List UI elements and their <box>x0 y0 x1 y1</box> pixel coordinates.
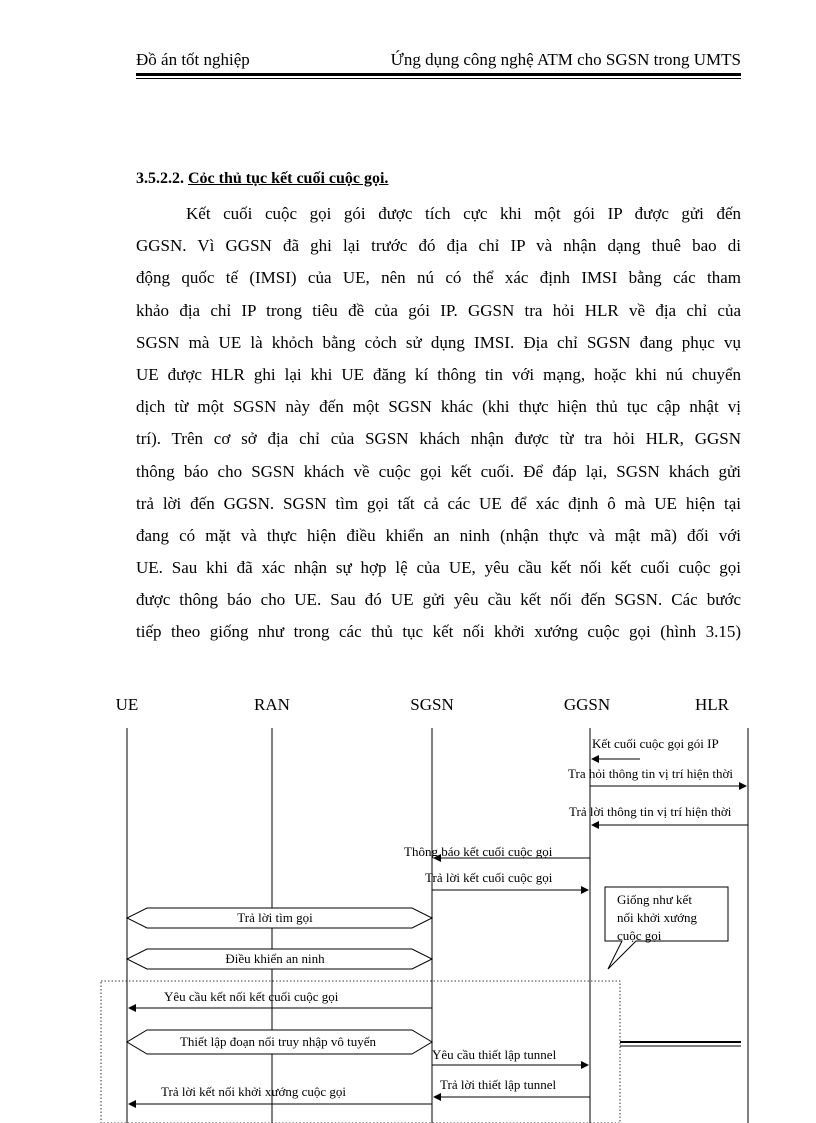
paragraph-line: thông báo cho SGSN khách về cuộc gọi kết cuối. Để đáp lại, SGSN khách gửi <box>136 461 741 481</box>
entity-hlr: HLR <box>695 695 729 714</box>
msg-rab-setup-label: Thiết lập đoạn nối truy nhập vô tuyến <box>179 1034 377 1049</box>
paragraph-line: dịch từ một SGSN này đến một SGSN khác (khi thực hiện thủ tục cập nhật vị <box>136 397 741 417</box>
paragraph-line: được thông báo cho UE. Sau đó UE gửi yêu cầu kết nối đến SGSN. Các bước <box>136 590 741 610</box>
section-title: Cỏc thủ tục kết cuối cuộc gọi. <box>188 170 389 187</box>
entity-ggsn: GGSN <box>563 695 611 714</box>
paragraph-line: UE. Sau khi đã xác nhận sự hợp lệ của UE, yêu cầu kết nối kết cuối cuộc gọi <box>136 558 741 578</box>
callout-line-1: Giống như kết <box>617 892 692 907</box>
msg-termination-reply-label: Trả lời kết cuối cuộc gọi <box>425 870 553 885</box>
header-rule-thin <box>136 78 741 79</box>
callout-line-3: cuộc gọi <box>617 928 662 943</box>
paragraph-line: động quốc tế (IMSI) của UE, nên nú có thể xác định IMSI bằng các tham <box>136 268 741 288</box>
paragraph-line: UE được HLR ghi lại khi UE đăng kí thông tin với mạng, hoặc khi nú chuyển <box>136 364 741 384</box>
sequence-diagram <box>0 680 816 1123</box>
entity-ue: UE <box>115 695 139 714</box>
entity-ran: RAN <box>254 695 290 714</box>
paragraph-line: tiếp theo giống như trong các thủ tục kết nối khởi xướng cuộc gọi (hình 3.15) <box>136 622 741 642</box>
entity-sgsn: SGSN <box>410 695 454 714</box>
msg-location-reply-label: Trả lời thông tin vị trí hiện thời <box>569 804 732 819</box>
paragraph-line: trí). Trên cơ sở địa chỉ của SGSN khách nhận được từ tra hỏi HLR, GGSN <box>136 429 741 449</box>
paragraph-line: GGSN. Vì GGSN đã ghi lại trước đó địa chỉ IP và nhận dạng thuê bao di <box>136 236 741 256</box>
header-right-title: Ứng dụng công nghệ ATM cho SGSN trong UMTS <box>390 50 741 69</box>
paragraph-line: SGSN mà UE là khỏch bằng cỏch sử dụng IMSI. Địa chỉ SGSN đang phục vụ <box>136 332 741 352</box>
section-number: 3.5.2.2. <box>136 170 184 187</box>
header-rule-thick <box>136 73 741 76</box>
body-paragraph <box>136 198 741 649</box>
msg-connect-request-label: Yêu cầu kết nối kết cuối cuộc gọi <box>164 989 339 1004</box>
paragraph-line: Kết cuối cuộc gọi gói được tích cực khi một gói IP được gửi đến <box>186 204 741 223</box>
msg-ip-packet-label: Kết cuối cuộc gọi gói IP <box>592 736 719 751</box>
msg-termination-notify-label: Thông báo kết cuối cuộc gọi <box>404 844 553 859</box>
msg-connect-reply-label: Trả lời kết nối khởi xướng cuộc gọi <box>161 1084 346 1099</box>
section-heading <box>136 170 388 188</box>
paragraph-line: trả lời đến GGSN. SGSN tìm gọi tất cả các UE để xác định ô mà UE hiện tại <box>136 493 741 513</box>
paragraph-line: đang có mặt và thực hiện điều khiển an ninh (nhận thực và mật mã) đối với <box>136 525 741 545</box>
msg-tunnel-request-label: Yêu cầu thiết lập tunnel <box>432 1047 557 1062</box>
msg-security-label: Điều khiển an ninh <box>225 951 325 966</box>
paragraph-line: khảo địa chỉ IP trong tiêu đề của gói IP. GGSN tra hỏi HLR về địa chỉ của <box>136 300 741 320</box>
callout-line-2: nối khởi xướng <box>617 910 698 925</box>
header-left-title: Đồ án tốt nghiệp <box>136 50 250 69</box>
msg-paging-reply-label: Trả lời tìm gọi <box>237 910 313 925</box>
msg-location-query-label: Tra hỏi thông tin vị trí hiện thời <box>568 766 733 781</box>
msg-tunnel-reply-label: Trả lời thiết lập tunnel <box>440 1077 557 1092</box>
